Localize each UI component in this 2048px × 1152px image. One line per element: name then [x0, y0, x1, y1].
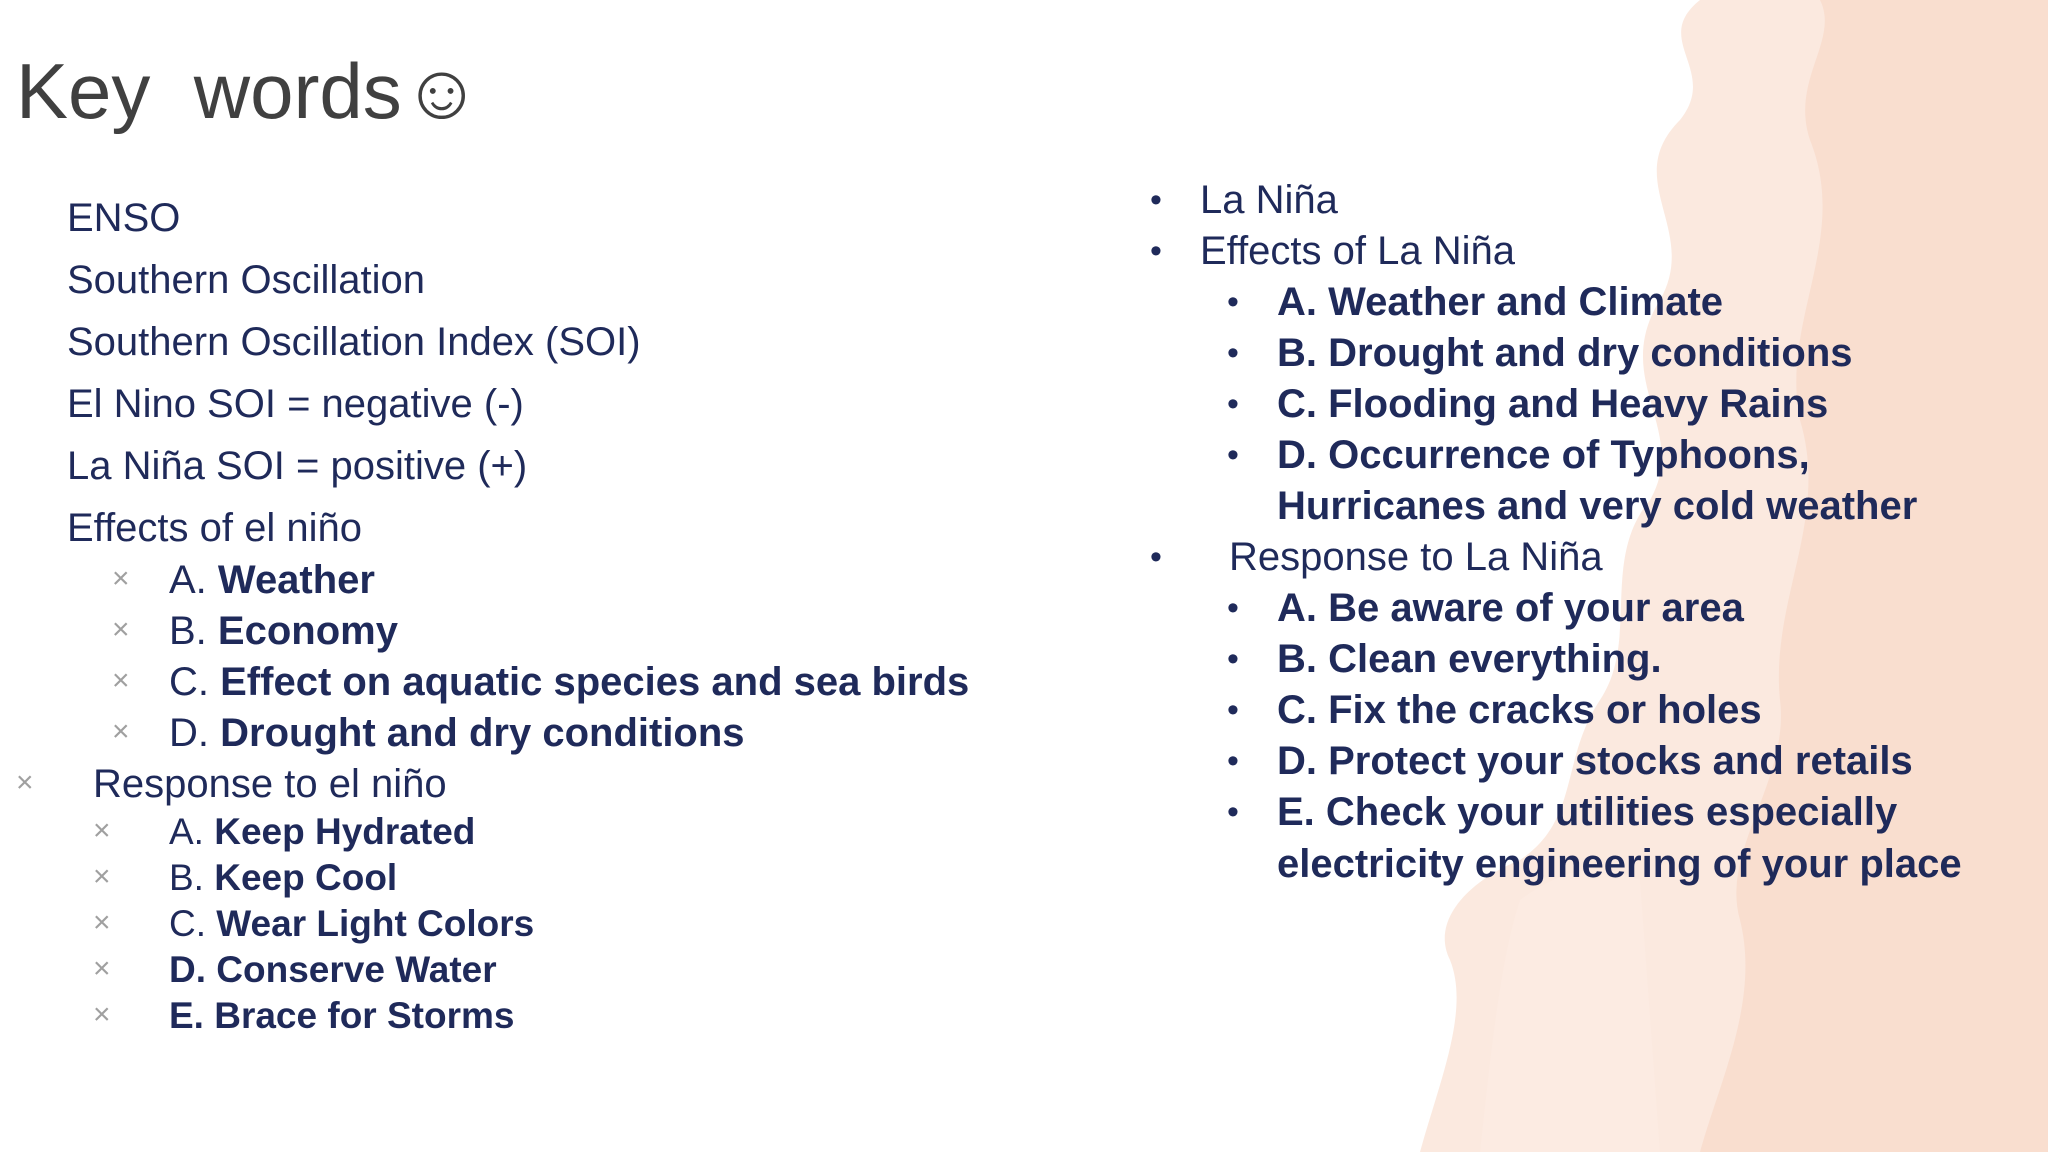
list-item: C. Flooding and Heavy Rains [1277, 382, 1829, 426]
x-marker-icon: × [16, 766, 34, 799]
list-item: A. Keep Hydrated [169, 811, 476, 852]
x-marker-icon: × [112, 715, 130, 748]
list-item: D. Occurrence of Typhoons, [1277, 433, 1810, 477]
list-item: C. Wear Light Colors [169, 903, 535, 944]
response-el-nino-heading: Response to el niño [93, 762, 447, 806]
list-item: E. Brace for Storms [169, 995, 515, 1036]
term-southern-oscillation: Southern Oscillation [67, 258, 425, 302]
bullet-icon: • [1227, 640, 1239, 678]
list-item-continuation: electricity engineering of your place [1277, 842, 1962, 886]
list-item: E. Check your utilities especially [1277, 790, 1898, 834]
list-item: D. Protect your stocks and retails [1277, 739, 1913, 783]
smiley-icon: ☺ [401, 47, 482, 135]
x-marker-icon: × [93, 814, 111, 847]
list-item-continuation: Hurricanes and very cold weather [1277, 484, 1918, 528]
x-marker-icon: × [93, 860, 111, 893]
bullet-icon: • [1150, 538, 1162, 576]
list-item: B. Drought and dry conditions [1277, 331, 1853, 375]
bullet-icon: • [1227, 436, 1239, 474]
list-item: B. Clean everything. [1277, 637, 1662, 681]
term-enso: ENSO [67, 196, 181, 240]
bullet-icon: • [1227, 793, 1239, 831]
list-item: A. Be aware of your area [1277, 586, 1744, 630]
bullet-icon: • [1227, 691, 1239, 729]
list-item: B. Keep Cool [169, 857, 398, 898]
bullet-icon: • [1227, 334, 1239, 372]
list-item: C. Effect on aquatic species and sea birds [169, 660, 970, 704]
bullet-icon: • [1150, 181, 1162, 219]
x-marker-icon: × [93, 906, 111, 939]
x-marker-icon: × [112, 613, 130, 646]
list-item: D. Drought and dry conditions [169, 711, 745, 755]
bullet-icon: • [1227, 589, 1239, 627]
term-el-nino-soi: El Nino SOI = negative (-) [67, 382, 524, 426]
x-marker-icon: × [93, 952, 111, 985]
bullet-icon: • [1227, 283, 1239, 321]
list-item: D. Conserve Water [169, 949, 497, 990]
effects-la-nina-heading: Effects of La Niña [1200, 229, 1515, 273]
x-marker-icon: × [112, 664, 130, 697]
term-soi: Southern Oscillation Index (SOI) [67, 320, 641, 364]
bullet-icon: • [1227, 742, 1239, 780]
list-item: C. Fix the cracks or holes [1277, 688, 1762, 732]
la-nina-heading: La Niña [1200, 178, 1338, 222]
list-item: A. Weather [169, 558, 375, 602]
list-item: A. Weather and Climate [1277, 280, 1724, 324]
bullet-icon: • [1227, 385, 1239, 423]
list-item: B. Economy [169, 609, 398, 653]
term-effects-el-nino: Effects of el niño [67, 506, 362, 550]
x-marker-icon: × [93, 998, 111, 1031]
page-title: Key words☺ [16, 47, 482, 135]
response-la-nina-heading: Response to La Niña [1229, 535, 1603, 579]
term-la-nina-soi: La Niña SOI = positive (+) [67, 444, 528, 488]
bullet-icon: • [1150, 232, 1162, 270]
x-marker-icon: × [112, 562, 130, 595]
